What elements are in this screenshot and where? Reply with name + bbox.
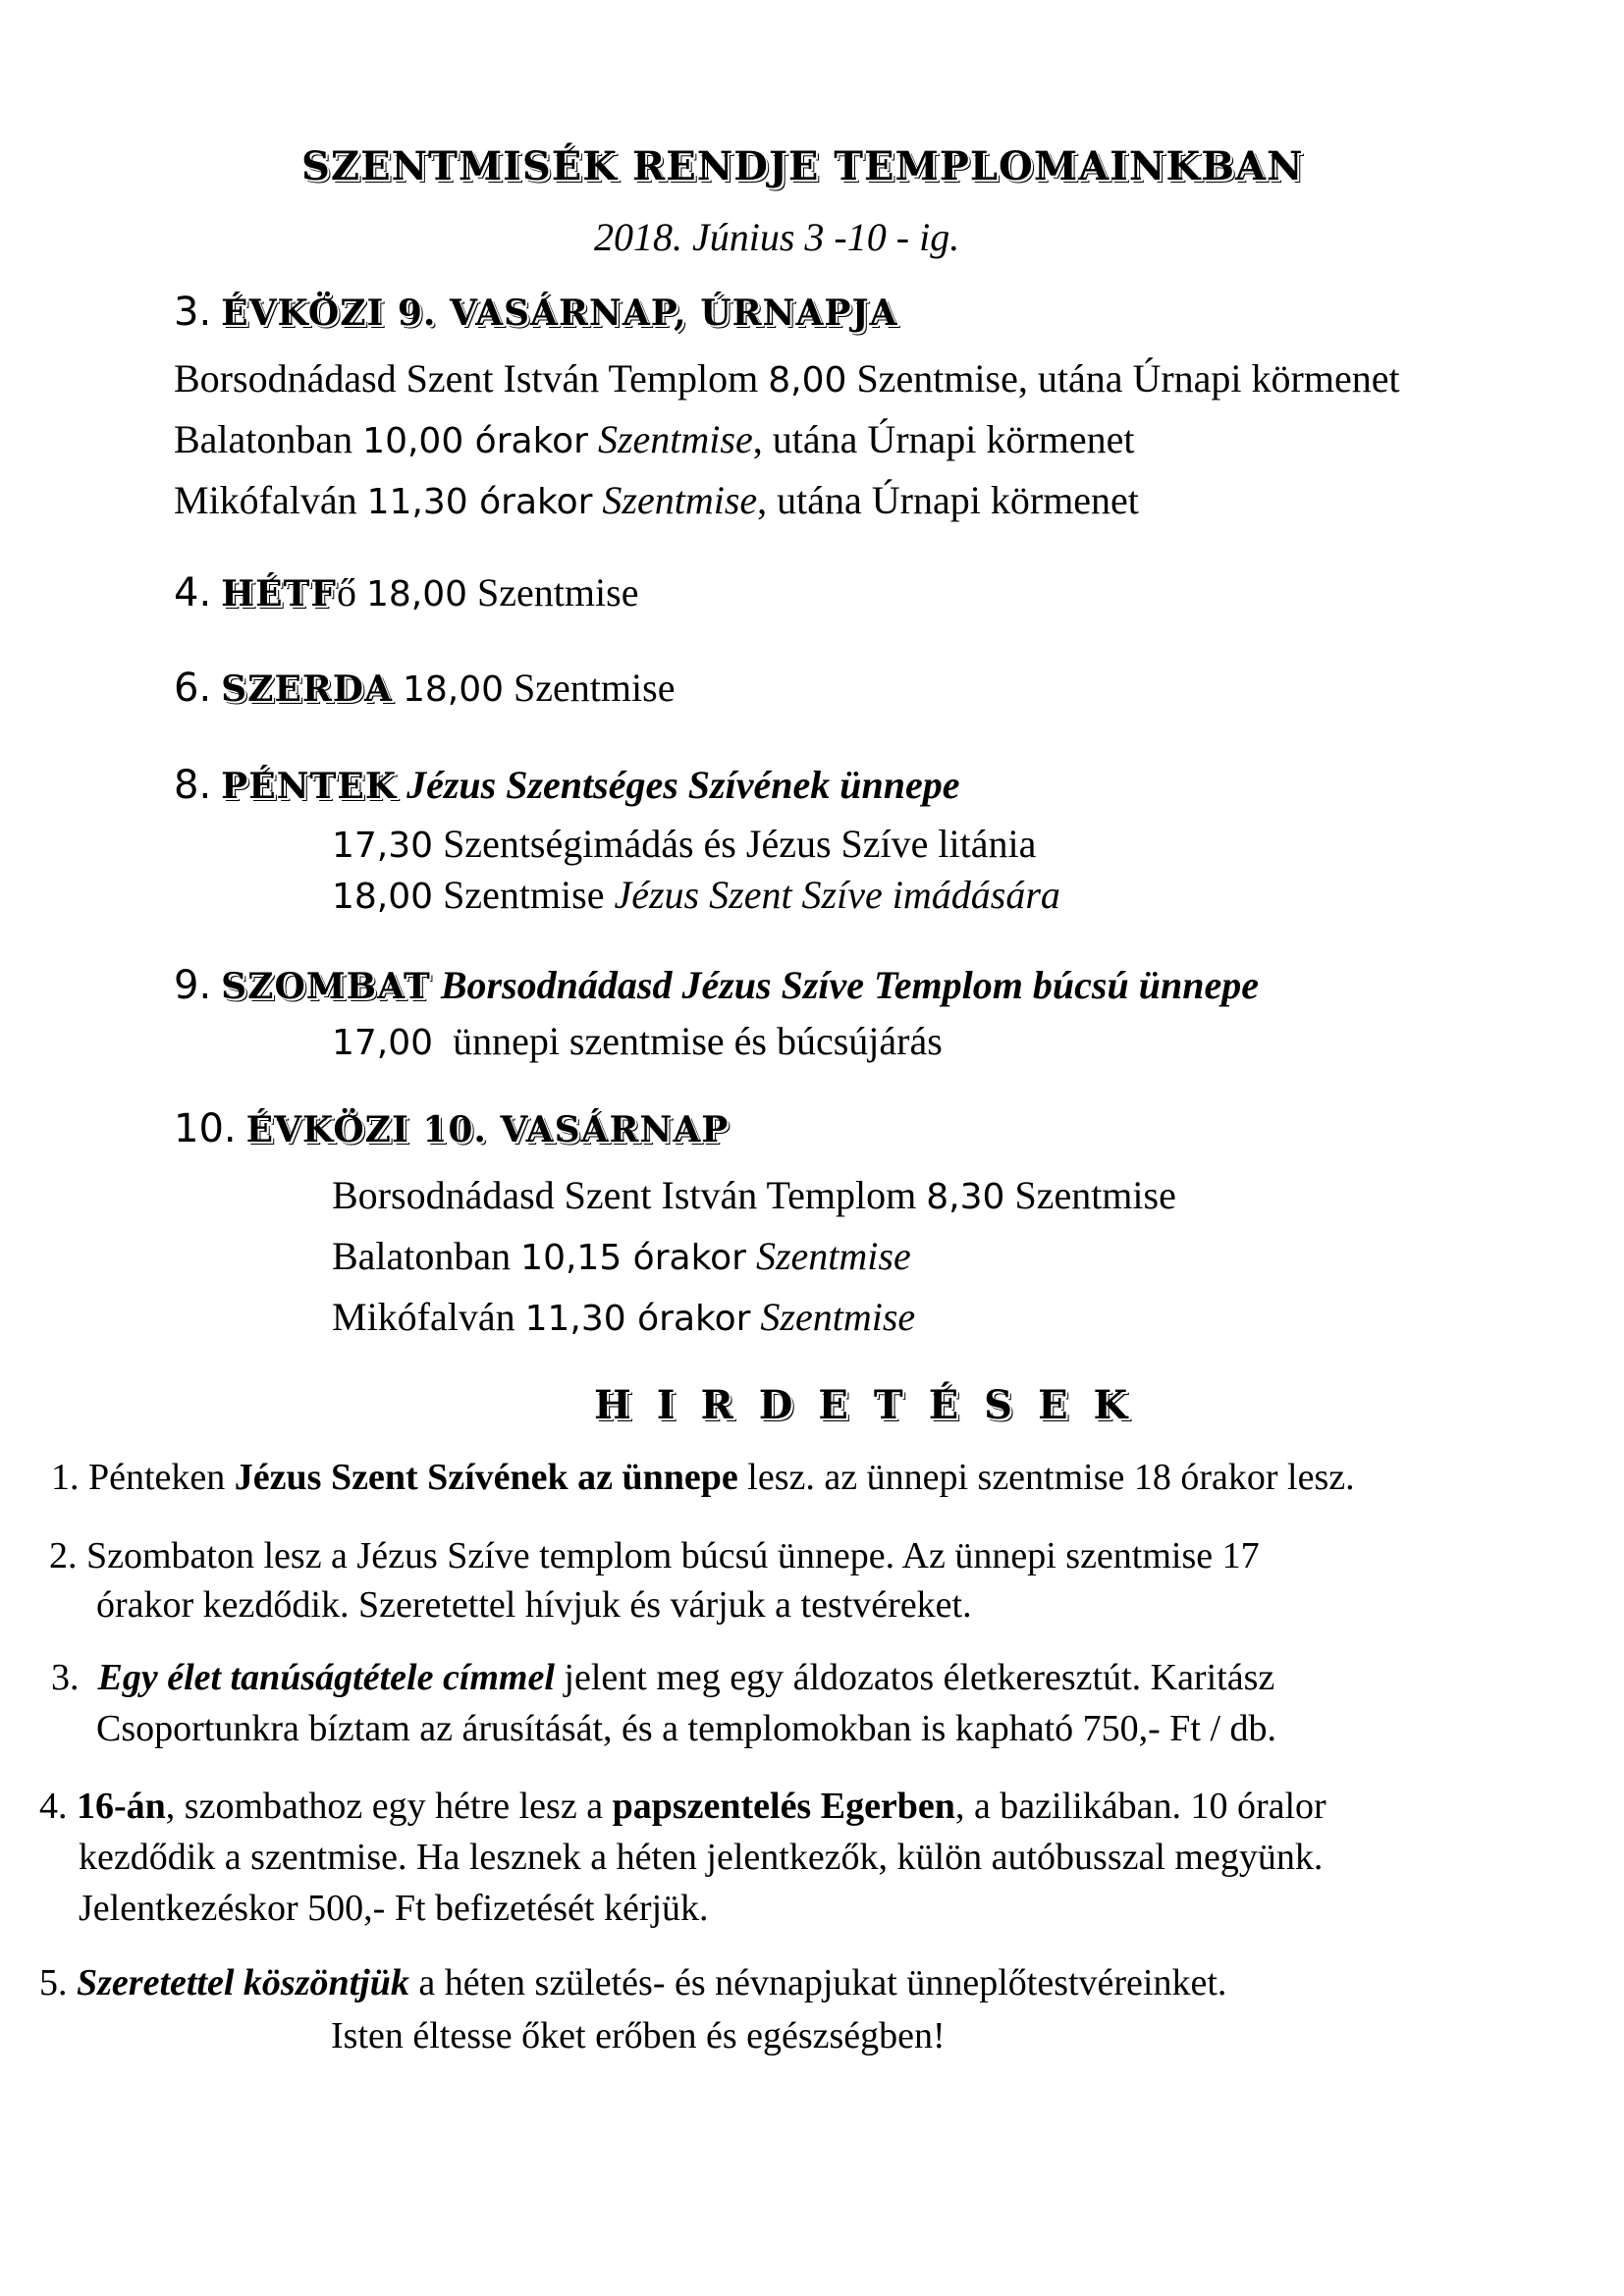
item-text-bold-italic: Egy élet tanúságtétele címmel [97, 1657, 555, 1698]
page-title: SZENTMISÉK RENDJE TEMPLOMAINKBAN [301, 143, 1304, 189]
description: , utána Úrnapi körmenet [752, 417, 1135, 461]
item-number: 2. [49, 1535, 78, 1576]
time: 11,30 órakor [524, 1299, 751, 1339]
section-day3-heading [174, 290, 898, 335]
feast-name: Borsodnádasd Jézus Szíve Templom búcsú ünnepe [440, 963, 1259, 1007]
time: 8,00 [768, 360, 847, 400]
item-text: a héten születés- és névnapjukat ünneplőtestvéreinket. [408, 1962, 1227, 2003]
time: 17,30 [332, 826, 434, 866]
item-number: 1. [51, 1457, 80, 1498]
feast-name: Jézus Szentséges Szívének ünnepe [406, 763, 960, 807]
day-number: 4. [174, 570, 212, 615]
section-day10-heading [174, 1106, 730, 1151]
time: 18,00 [332, 877, 434, 917]
mass-label: Szentmise [755, 1234, 911, 1278]
mass-label: Szentmise [760, 1295, 916, 1339]
item-text-bold: papszentelés Egerben [612, 1786, 955, 1827]
time: 10,15 órakor [520, 1238, 746, 1278]
day-name: PÉNTEK [221, 766, 398, 807]
item-text-bold-italic: Szeretettel köszöntjük [77, 1962, 409, 2003]
place: Mikófalván [174, 478, 357, 522]
announcement-item [39, 1964, 1226, 2002]
announcement-item [49, 1537, 1260, 1575]
mass-line [332, 1234, 911, 1278]
place: Borsodnádasd Szent István Templom [174, 356, 759, 400]
day-number: 9. [174, 963, 212, 1008]
place: Mikófalván [332, 1295, 515, 1339]
section-day4 [174, 570, 639, 615]
place: Balatonban [174, 417, 353, 461]
announcements-heading: HIRDETÉSEK [594, 1382, 1154, 1428]
description: Szentmise [443, 873, 605, 917]
mass-label: Szentmise [602, 478, 758, 522]
item-text-continued: órakor kezdődik. Szeretettel hívjuk és várjuk a testvéreket. [96, 1584, 972, 1626]
day-name: HÉTF [221, 573, 337, 614]
day-number: 8. [174, 763, 212, 808]
mass-line [332, 1173, 1176, 1217]
item-text: , szombathoz egy hétre lesz a [165, 1786, 613, 1827]
day-name: ÉVKÖZI 9. VASÁRNAP, ÚRNAPJA [221, 293, 898, 334]
day-name: SZOMBAT [221, 966, 431, 1007]
description: ünnepi szentmise és búcsújárás [453, 1019, 943, 1063]
day-number: 6. [174, 666, 212, 711]
mass-line [174, 417, 1135, 461]
announcement-item [39, 1788, 1326, 1825]
item-text: jelent meg egy áldozatos életkeresztút. Karitász [554, 1657, 1275, 1698]
time: 18,00 [365, 574, 468, 614]
date-range: 2018. Június 3 -10 - ig. [594, 215, 960, 259]
time: 18,00 [402, 669, 505, 710]
item-text-continued: Jelentkezéskor 500,- Ft befizetését kérjük. [79, 1888, 709, 1929]
day-name: ÉVKÖZI 10. VASÁRNAP [245, 1109, 730, 1150]
place: Borsodnádasd Szent István Templom [332, 1173, 917, 1217]
description: Szentségimádás és Jézus Szíve litánia [443, 822, 1037, 866]
description: Szentmise [514, 666, 676, 710]
time: 17,00 [332, 1023, 434, 1063]
item-text-bold: 16-án [77, 1786, 166, 1827]
announcement-item [51, 1659, 1274, 1696]
time: 8,30 [926, 1177, 1005, 1217]
mass-line [332, 822, 1037, 866]
description: Szentmise [1014, 1173, 1176, 1217]
description: Szentmise [477, 570, 639, 614]
description-italic: Jézus Szent Szíve imádására [614, 873, 1060, 917]
section-day6 [174, 666, 676, 711]
mass-line [174, 478, 1139, 522]
mass-line [332, 873, 1060, 917]
item-text: lesz. az ünnepi szentmise 18 órakor lesz. [737, 1457, 1355, 1498]
item-text-bold: Jézus Szent Szívének az ünnepe [234, 1457, 738, 1498]
mass-label: Szentmise [597, 417, 753, 461]
day-name: SZERDA [221, 668, 393, 710]
item-text-continued: Isten éltesse őket erőben és egészségben! [331, 2015, 946, 2056]
item-text: Szombaton lesz a Jézus Szíve templom búcsú ünnepe. Az ünnepi szentmise 17 [86, 1535, 1260, 1576]
item-text: , a bazilikában. 10 óralor [954, 1786, 1326, 1827]
item-number: 5. [39, 1962, 68, 2003]
mass-line [332, 1019, 943, 1063]
announcement-item [51, 1459, 1355, 1496]
place: Balatonban [332, 1234, 512, 1278]
description: , utána Úrnapi körmenet [757, 478, 1139, 522]
time: 11,30 órakor [366, 482, 593, 522]
item-text: Pénteken [88, 1457, 235, 1498]
item-text-continued: kezdődik a szentmise. Ha lesznek a héten jelentkezők, külön autóbusszal megyünk. [79, 1837, 1324, 1878]
day-number: 10. [174, 1106, 237, 1151]
day-number: 3. [174, 290, 212, 335]
item-number: 4. [39, 1786, 68, 1827]
item-text-continued: Csoportunkra bíztam az árusítását, és a templomokban is kapható 750,- Ft / db. [96, 1708, 1277, 1749]
day-name-tail: ő [336, 570, 356, 614]
section-day8-heading [174, 763, 960, 808]
mass-line [174, 356, 1400, 400]
item-number: 3. [51, 1657, 80, 1698]
mass-line [332, 1295, 916, 1339]
description: Szentmise, utána Úrnapi körmenet [856, 356, 1400, 400]
time: 10,00 órakor [362, 421, 588, 461]
section-day9-heading [174, 963, 1259, 1008]
